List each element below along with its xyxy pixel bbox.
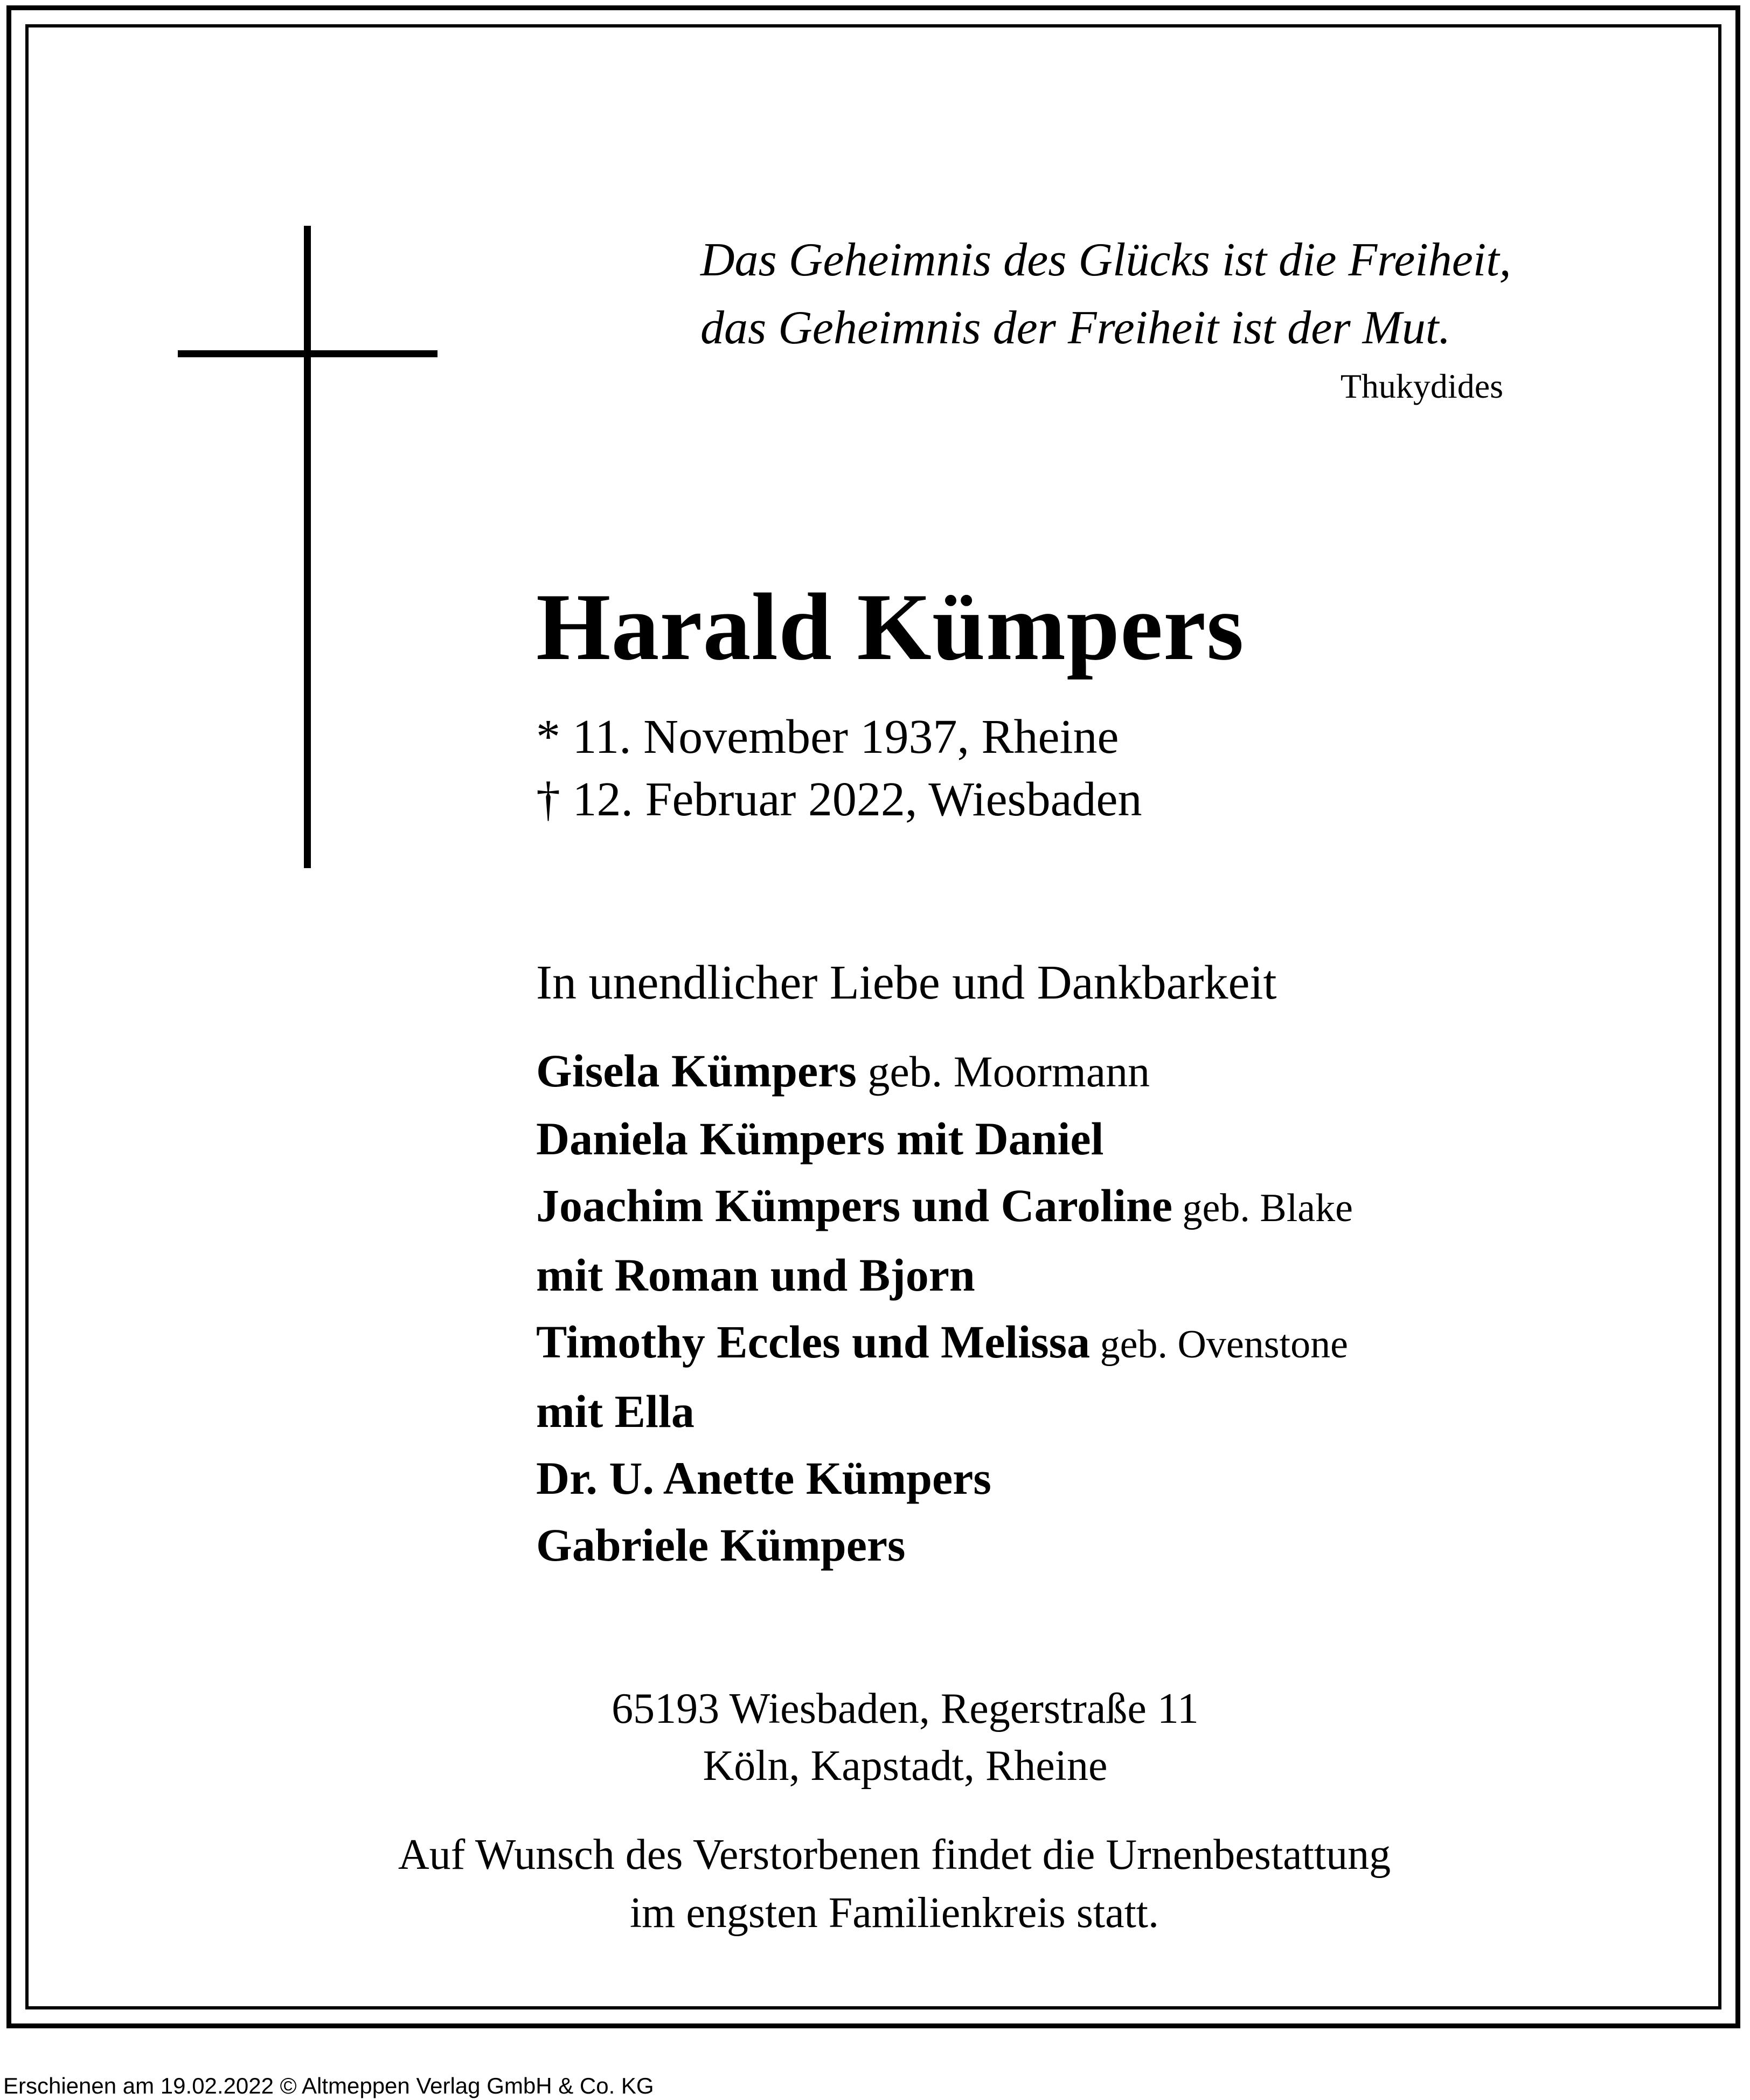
cross-horizontal-bar (178, 350, 438, 357)
mourner-name: Daniela Kümpers mit Daniel (536, 1113, 1104, 1165)
mourner-note: geb. Blake (1172, 1186, 1353, 1230)
mourner-name: mit Roman und Bjorn (536, 1249, 975, 1301)
mourner-note: geb. Ovenstone (1090, 1322, 1348, 1367)
mourner-line (536, 1512, 1353, 1578)
quote (700, 226, 1511, 362)
mourner-line (536, 1105, 1353, 1172)
birth-date: * 11. November 1937, Rheine (536, 710, 1119, 764)
quote-author: Thukydides (1340, 367, 1503, 405)
death-date: † 12. Februar 2022, Wiesbaden (536, 773, 1142, 826)
mourner-line (536, 1445, 1353, 1512)
mourner-name: mit Ella (536, 1385, 695, 1437)
mourners-list (536, 1037, 1353, 1578)
mourner-name: Joachim Kümpers und Caroline (536, 1180, 1173, 1231)
mourners-intro: In unendlicher Liebe und Dankbarkeit (536, 956, 1277, 1009)
notice-line-2: im engsten Familienkreis statt. (629, 1889, 1159, 1937)
life-dates (536, 706, 1142, 831)
mourner-name: Gisela Kümpers (536, 1045, 857, 1097)
address-line-2: Köln, Kapstadt, Rheine (703, 1742, 1108, 1790)
mourner-note: geb. Moormann (856, 1047, 1150, 1096)
funeral-notice (162, 1826, 1627, 1942)
mourner-name: Dr. U. Anette Kümpers (536, 1452, 991, 1504)
publication-footer: Erschienen am 19.02.2022 © Altmeppen Verlag GmbH & Co. KG (3, 2073, 654, 2098)
mourner-name: Gabriele Kümpers (536, 1519, 906, 1571)
quote-line-2: das Geheimnis der Freiheit ist der Mut. (700, 302, 1451, 354)
mourner-line (536, 1378, 1353, 1445)
mourner-name: Timothy Eccles und Melissa (536, 1316, 1091, 1368)
mourner-line (536, 1242, 1353, 1308)
mourner-line (536, 1172, 1353, 1242)
quote-line-1: Das Geheimnis des Glücks ist die Freiheit, (700, 234, 1511, 286)
notice-line-1: Auf Wunsch des Verstorbenen findet die Urnenbestattung (398, 1831, 1391, 1879)
address (377, 1680, 1433, 1794)
address-line-1: 65193 Wiesbaden, Regerstraße 11 (612, 1685, 1199, 1732)
mourner-line (536, 1308, 1353, 1378)
deceased-name: Harald Kümpers (536, 573, 1245, 680)
cross-vertical-bar (304, 226, 311, 868)
mourner-line (536, 1037, 1353, 1105)
